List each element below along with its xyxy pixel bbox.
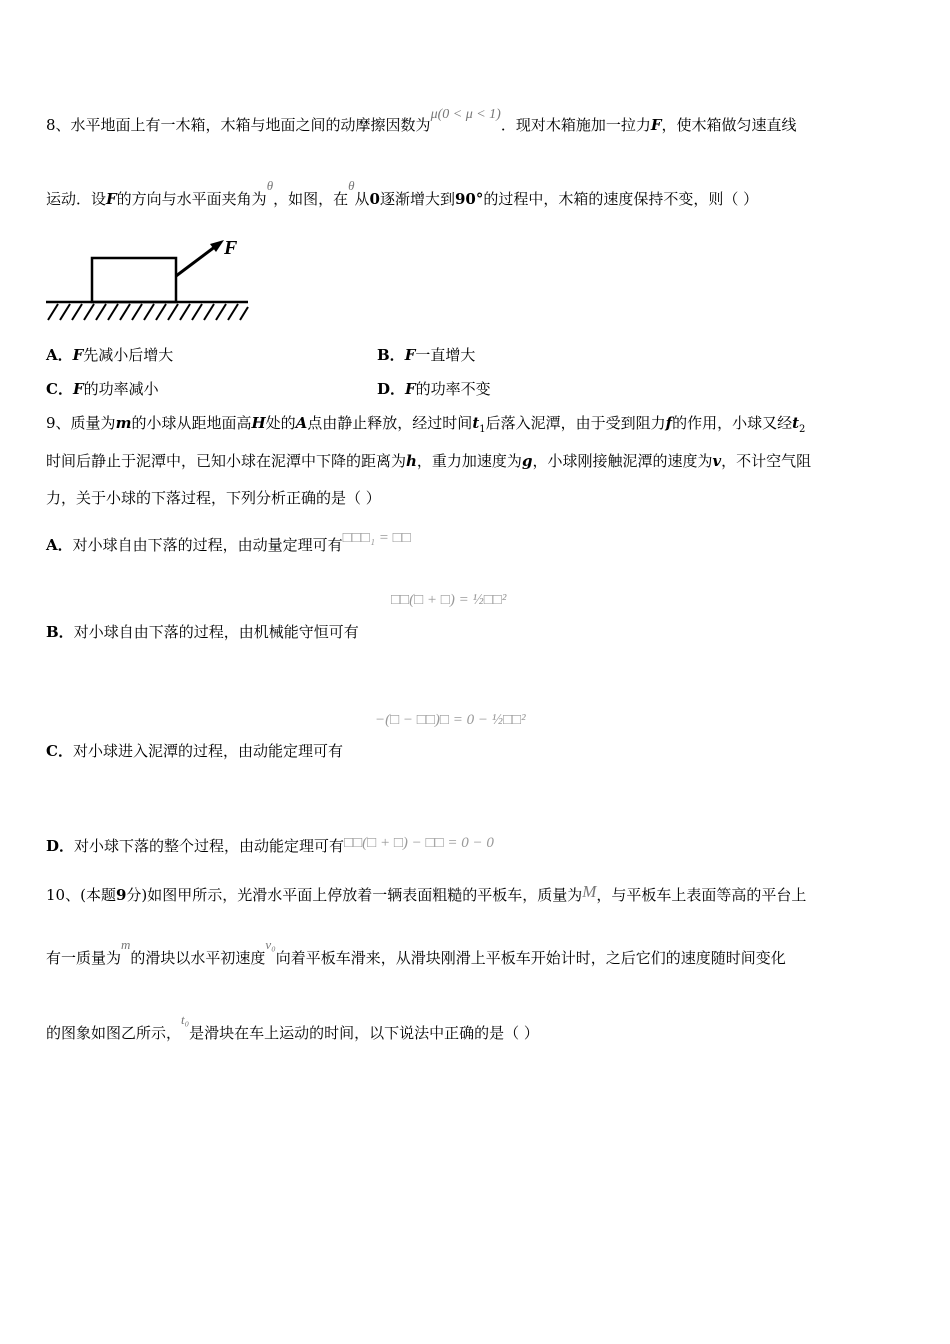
q10-text: 向着平板车滑来，从滑块刚滑上平板车开始计时，之后它们的速度随时间变化	[275, 949, 786, 967]
q9-mass-symbol: m	[115, 414, 132, 432]
q9-option-a[interactable]	[46, 530, 411, 556]
q9-line2	[46, 451, 811, 471]
q8-text: 的过程中，木箱的速度保持不变，则（ ）	[483, 190, 759, 208]
wooden-box	[92, 258, 176, 302]
q9-friction-symbol: f	[665, 414, 673, 432]
q8-theta: θ	[348, 178, 355, 193]
ground-hatching	[48, 304, 248, 320]
q10-line3	[46, 1012, 539, 1044]
q8-option-b[interactable]	[377, 345, 475, 365]
q8-line2	[46, 178, 759, 210]
q9-depth-symbol: h	[406, 452, 417, 470]
q9-option-b[interactable]	[46, 622, 359, 642]
q9-number: 9、	[46, 414, 71, 432]
q10-text: 分)如图甲所示，光滑水平面上停放着一辆表面粗糙的平板车，质量为	[126, 886, 583, 904]
q9-text: 的小球从距地面高	[131, 414, 252, 432]
equation-c: −(□ − □□)□ = 0 − ½□□²	[375, 712, 526, 728]
q9-t2-sub: 2	[799, 424, 806, 435]
q8-mu-expr: μ(0 < μ < 1)	[430, 107, 501, 122]
q10-number: 10、	[46, 886, 81, 904]
q10-mass-m: m	[121, 937, 131, 952]
q10-line1	[46, 882, 807, 905]
q10-points: 9	[115, 886, 127, 904]
q8-text: ．现对木箱施加一拉力	[500, 116, 651, 134]
q10-text: (本题	[80, 886, 116, 904]
q8-option-a[interactable]	[46, 345, 173, 365]
option-letter: B．	[46, 623, 74, 641]
q9-text: 点由静止释放，经过时间	[307, 414, 473, 432]
q10-text: 有一质量为	[46, 949, 122, 967]
q10-line2	[46, 937, 786, 969]
option-letter: C．	[46, 380, 73, 398]
q9-option-d[interactable]	[46, 836, 494, 857]
q8-line1	[46, 107, 797, 137]
q8-text: ，使木箱做匀速直线	[661, 116, 797, 134]
q8-force-symbol: F	[106, 190, 117, 208]
option-text: 的功率不变	[415, 380, 491, 398]
option-text: 对小球下落的整个过程，由动能定理可有	[74, 837, 345, 855]
q9-text: ，不计空气阻	[721, 452, 812, 470]
q9-line3	[46, 488, 381, 508]
q9-gravity-symbol: g	[521, 452, 533, 470]
q8-option-d[interactable]	[377, 379, 491, 399]
q10-text: 的图象如图乙所示，	[46, 1024, 182, 1042]
q8-force-symbol: F	[405, 380, 416, 398]
equation-a: □□□₁ = □□	[342, 530, 411, 546]
q9-option-c[interactable]	[46, 741, 343, 761]
q9-t1-sub: 1	[479, 424, 486, 435]
q10-text: 的滑块以水平初速度	[130, 949, 266, 967]
force-arrow	[176, 246, 216, 276]
q8-number: 8、	[46, 116, 71, 134]
q8-text: 运动．设	[46, 190, 107, 208]
option-text: 对小球进入泥潭的过程，由动能定理可有	[72, 742, 343, 760]
q9-text: 处的	[265, 414, 296, 432]
q9-text: ，小球刚接触泥潭的速度为	[532, 452, 713, 470]
q8-text: 逐渐增大到	[379, 190, 455, 208]
option-text: 对小球自由下落的过程，由机械能守恒可有	[73, 623, 359, 641]
q10-time-t0: t₀	[181, 1012, 190, 1027]
q10-text: ，与平板车上表面等高的平台上	[596, 886, 807, 904]
q10-velocity-v0: v₀	[265, 937, 276, 952]
q9-text: 力，关于小球的下落过程，下列分析正确的是（ ）	[46, 489, 381, 507]
q8-ninety: 90°	[454, 190, 484, 208]
q8-zero: 0	[369, 190, 380, 208]
q9-text: 的作用，小球又经	[672, 414, 793, 432]
force-label: F	[224, 237, 238, 259]
equation-b: □□(□ + □) = ½□□²	[391, 592, 507, 608]
q9-text: ，重力加速度为	[416, 452, 522, 470]
q8-force-symbol: F	[72, 346, 84, 364]
q9-text: 后落入泥潭，由于受到阻力	[485, 414, 666, 432]
q9-text: 质量为	[70, 414, 116, 432]
equation-d: □□(□ + □) − □□ = 0 − 0	[344, 835, 494, 851]
q9-text: 时间后静止于泥潭中，已知小球在泥潭中下降的距离为	[46, 452, 407, 470]
option-text: 先减小后增大	[83, 346, 174, 364]
option-letter: B．	[377, 346, 405, 364]
q10-mass-M: M	[582, 882, 597, 901]
q8-text: 的方向与水平面夹角为	[116, 190, 267, 208]
option-letter: D．	[377, 380, 406, 398]
q8-text: 从	[354, 190, 370, 208]
option-letter: A．	[46, 536, 73, 554]
q8-force-symbol: F	[72, 380, 84, 398]
q8-figure	[44, 232, 250, 324]
q9-t2-symbol: t	[792, 414, 800, 432]
q8-option-c[interactable]	[46, 379, 159, 399]
q9-height-symbol: H	[251, 414, 266, 432]
q9-velocity-symbol: v	[712, 452, 722, 470]
q8-force-symbol: F	[650, 116, 662, 134]
q9-t1-symbol: t	[472, 414, 480, 432]
q8-theta: θ	[266, 178, 274, 193]
option-letter: C．	[46, 742, 73, 760]
option-letter: D．	[46, 837, 75, 855]
option-text: 一直增大	[415, 346, 476, 364]
q10-text: 是滑块在车上运动的时间，以下说法中正确的是（ ）	[189, 1024, 539, 1042]
q9-point-symbol: A	[295, 414, 308, 432]
option-text: 的功率减小	[83, 380, 159, 398]
q8-text: 水平地面上有一木箱，木箱与地面之间的动摩擦因数为	[70, 116, 431, 134]
q8-force-symbol: F	[404, 346, 416, 364]
option-letter: A．	[46, 346, 73, 364]
option-text: 对小球自由下落的过程，由动量定理可有	[72, 536, 343, 554]
q9-line1	[46, 413, 805, 440]
q8-text: ，如图，在	[273, 190, 349, 208]
